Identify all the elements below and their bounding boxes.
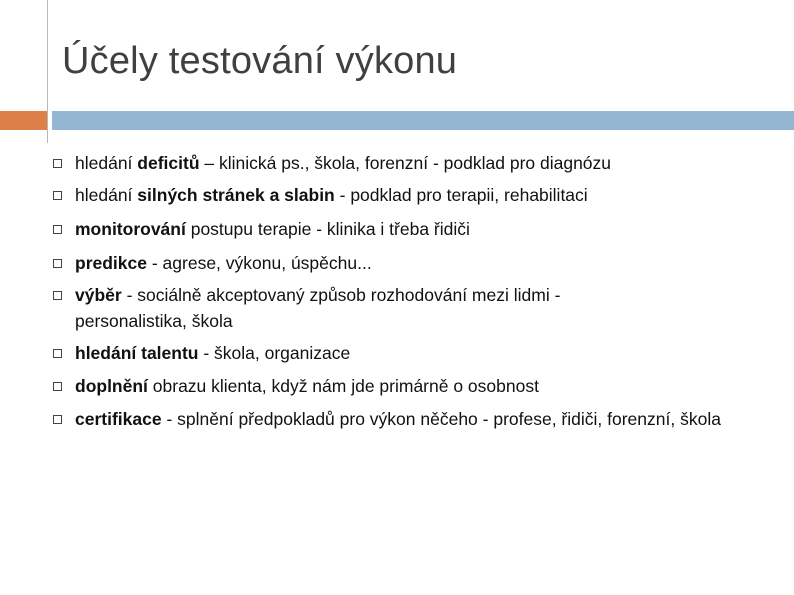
list-item-keyword: silných stránek a slabin	[137, 185, 335, 205]
list-item-detail: postupu terapie - klinika i třeba řidiči	[190, 219, 470, 239]
list-item-text	[75, 340, 765, 366]
list-item-detail: – klinická ps., škola, forenzní - podklad pro diagnózu	[204, 153, 612, 173]
square-bullet-icon	[53, 225, 62, 234]
list-item-text	[75, 373, 765, 399]
square-bullet-icon	[53, 415, 62, 424]
list-item-keyword: predikce	[75, 253, 147, 273]
list-item-keyword: doplnění	[75, 376, 148, 396]
list-item-detail: - sociálně akceptovaný způsob rozhodování mezi lidmi - personalistika, škola	[75, 285, 561, 331]
list-item-lead: hledání	[75, 153, 133, 173]
list-item-text	[75, 150, 765, 176]
list-item-detail: - škola, organizace	[203, 343, 351, 363]
list-item-detail: - agrese, výkonu, úspěchu...	[151, 253, 372, 273]
square-bullet-icon	[53, 159, 62, 168]
list-item-keyword: hledání talentu	[75, 343, 199, 363]
square-bullet-icon	[53, 191, 62, 200]
list-item-text	[75, 406, 725, 432]
slide-title: Účely testování výkonu	[62, 40, 458, 82]
list-item-text	[75, 250, 765, 276]
list-item-text	[75, 216, 765, 242]
square-bullet-icon	[53, 259, 62, 268]
list-item-detail: - splnění předpokladů pro výkon něčeho - profese, řidiči, forenzní, škola	[166, 409, 721, 429]
square-bullet-icon	[53, 382, 62, 391]
title-divider-line	[47, 0, 48, 143]
list-item-detail: obrazu klienta, když nám jde primárně o osobnost	[152, 376, 539, 396]
list-item-keyword: výběr	[75, 285, 122, 305]
list-item-detail: - podklad pro terapii, rehabilitaci	[339, 185, 588, 205]
list-item-lead: hledání	[75, 185, 133, 205]
list-item-keyword: deficitů	[137, 153, 200, 173]
list-item-text	[75, 182, 765, 208]
square-bullet-icon	[53, 291, 62, 300]
list-item-keyword: monitorování	[75, 219, 186, 239]
accent-bar-blue	[52, 111, 794, 130]
list-item-keyword: certifikace	[75, 409, 162, 429]
accent-bar-orange	[0, 111, 47, 130]
list-item-text	[75, 282, 675, 334]
square-bullet-icon	[53, 349, 62, 358]
